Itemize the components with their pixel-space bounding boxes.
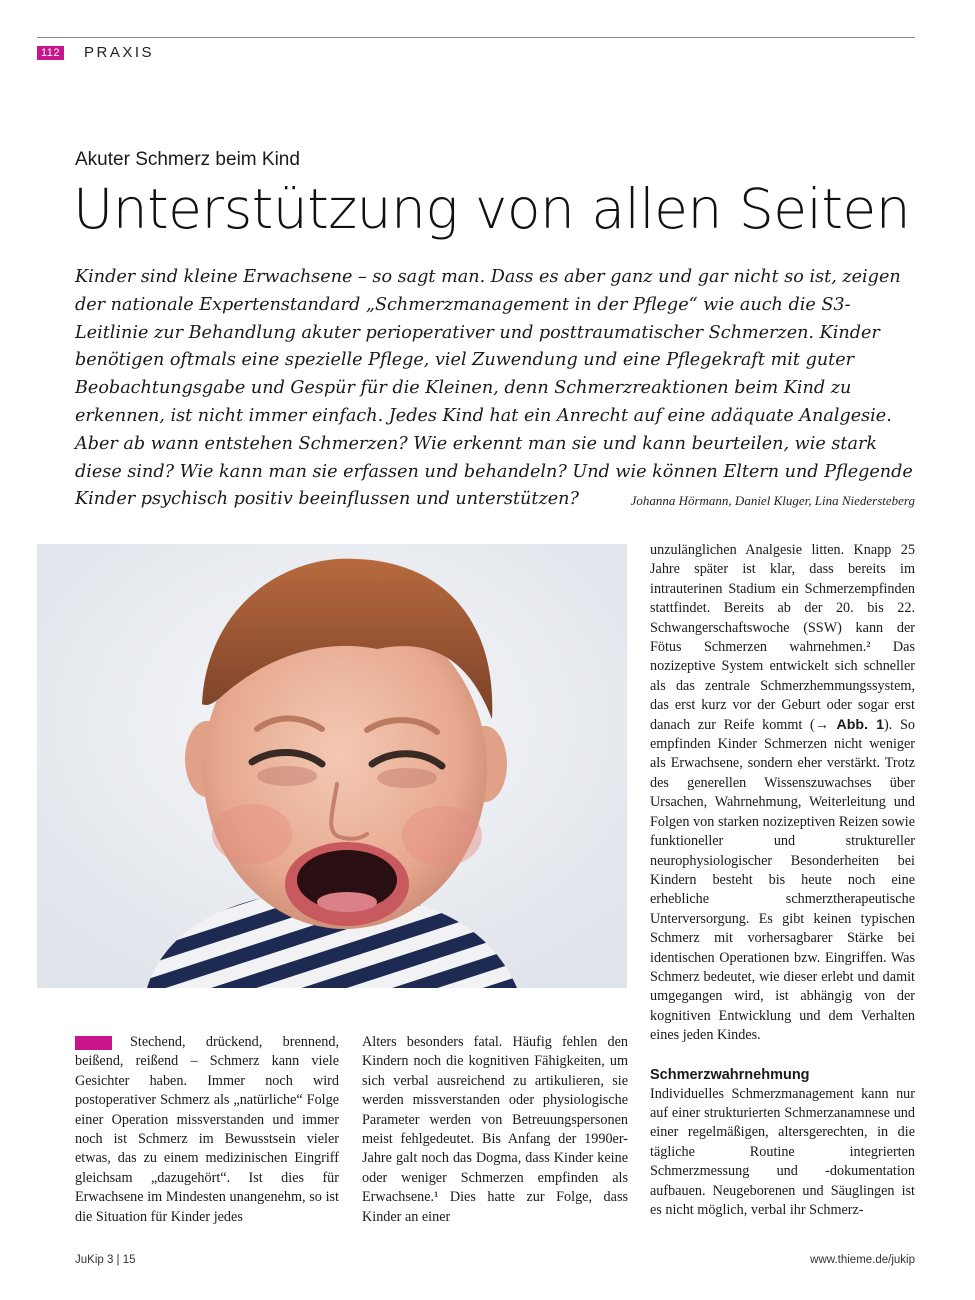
body-text-col3-a: unzulänglichen Analgesie litten. Knapp 25 Jahre später ist klar, dass bereits im intrauterinen Stadium ein Schmerzempfinden stattfindet. Bereits ab der 20. bis 22. Schwangerschaftswoche (SSW) kann der Fötus Schmerzen wahrnehmen.² Das nozizeptive System entwickelt sich schneller als das zentrale Schmerzhemmungssystem, das erst kurz vor der Geburt oder sogar erst danach zur Reife kommt (	[650, 542, 915, 733]
body-column-2	[362, 1033, 628, 1227]
top-rule	[37, 37, 915, 38]
article-authors: Johanna Hörmann, Daniel Kluger, Lina Niedersteberg	[630, 493, 915, 508]
article-start-marker	[75, 1036, 112, 1050]
body-text-col1: Stechend, drückend, brennend, beißend, reißend – Schmerz kann viele Gesichter haben. Immer noch wird postoperativer Schmerz als „natürliche“ Folge einer Operation missverstanden und immer noch ist Schmerz im Bewusstsein vieler etwas, das zu einem medizinischen Eingriff gleichsam „dazugehört“. Ist dies für Erwachsene im Mindesten unangenehm, so ist die Situation für Kinder jedes	[75, 1034, 339, 1225]
crying-child-photo	[37, 544, 627, 988]
footer-url[interactable]: www.thieme.de/jukip	[810, 1254, 915, 1266]
article-headline: Unterstützung von allen Seiten	[73, 177, 911, 241]
body-column-1	[75, 1033, 339, 1227]
body-text-col3-b: ). So empfinden Kinder Schmerzen nicht weniger als Erwachsene, sondern eher verstärkt. Trotz des generellen Wissenszuwachses über Ursachen, Wahrnehmung, Weiterleitung und Folgen von starken nozizeptiven Reizen sowie funktioneller und struktureller neurophysiologischer Besonderheiten bei Kindern besteht bis heute noch eine erhebliche schmerztherapeutische Unterversorgung. Es gibt keinen typischen Schmerz mit vorhersagbarer Stärke bei identischen Operationen bzw. Eingriffen. Was Schmerz bedeutet, wie dieser erlebt und damit umgegangen wird, ist abhängig von der kognitiven Entwicklung und dem Verhalten eines jeden Kindes.	[650, 716, 915, 1044]
body-text-col2: Alters besonders fatal. Häufig fehlen den Kindern noch die kognitiven Fähigkeiten, um sich verbal ausreichend zu artikulieren, sie werden missverstanden oder physiologische Parameter werden von Betreuungspersonen meist fehlgedeutet. Bis Anfang der 1990er-Jahre galt noch das Dogma, dass Kinder keine oder weniger Schmerzen empfinden als Erwachsene.¹ Dies hatte zur Folge, dass Kinder an einer	[362, 1034, 628, 1225]
body-column-3	[650, 541, 915, 1220]
figure-reference-link[interactable]: → Abb. 1	[814, 716, 885, 733]
body-text-col3	[650, 541, 915, 1046]
article-lead: Kinder sind kleine Erwachsene – so sagt man. Dass es aber ganz und gar nicht so ist, zeigen der nationale Expertenstandard „Schmerzmanagement in der Pflege“ wie auch die S3-Leitlinie zur Behandlung akuter perioperativer und posttraumatischer Schmerzen. Kinder benötigen oftmals eine spezielle Pflege, viel Zuwendung und eine Pflegekraft mit guter Beobachtungsgabe und Gespür für die Kleinen, denn Schmerzreaktionen beim Kind zu erkennen, ist nicht immer einfach. Jedes Kind hat ein Anrecht auf eine adäquate Analgesie. Aber ab wann entstehen Schmerzen? Wie erkennt man sie und kann beurteilen, wie stark diese sind? Wie kann man sie erfassen und behandeln? Und wie können Eltern und Pflegende Kinder psychisch positiv beeinflussen und unterstützen?	[75, 267, 913, 510]
page-number-badge: 112	[37, 46, 64, 60]
footer-journal: JuKip 3 | 15	[75, 1254, 136, 1266]
subheading: Schmerzwahrnehmung	[650, 1066, 810, 1083]
section-label: PRAXIS	[84, 44, 155, 61]
body-text-col3-c: Individuelles Schmerzmanagement kann nur auf einer strukturierten Schmerzanamnese und einer regelmäßigen, altersgerechten, in die tägliche Routine integrierten Schmerzmessung und -dokumentation aufbauen. Neugeborenen und Säuglingen ist es nicht möglich, verbal ihr Schmerz-	[650, 1085, 915, 1218]
article-kicker: Akuter Schmerz beim Kind	[75, 149, 300, 170]
